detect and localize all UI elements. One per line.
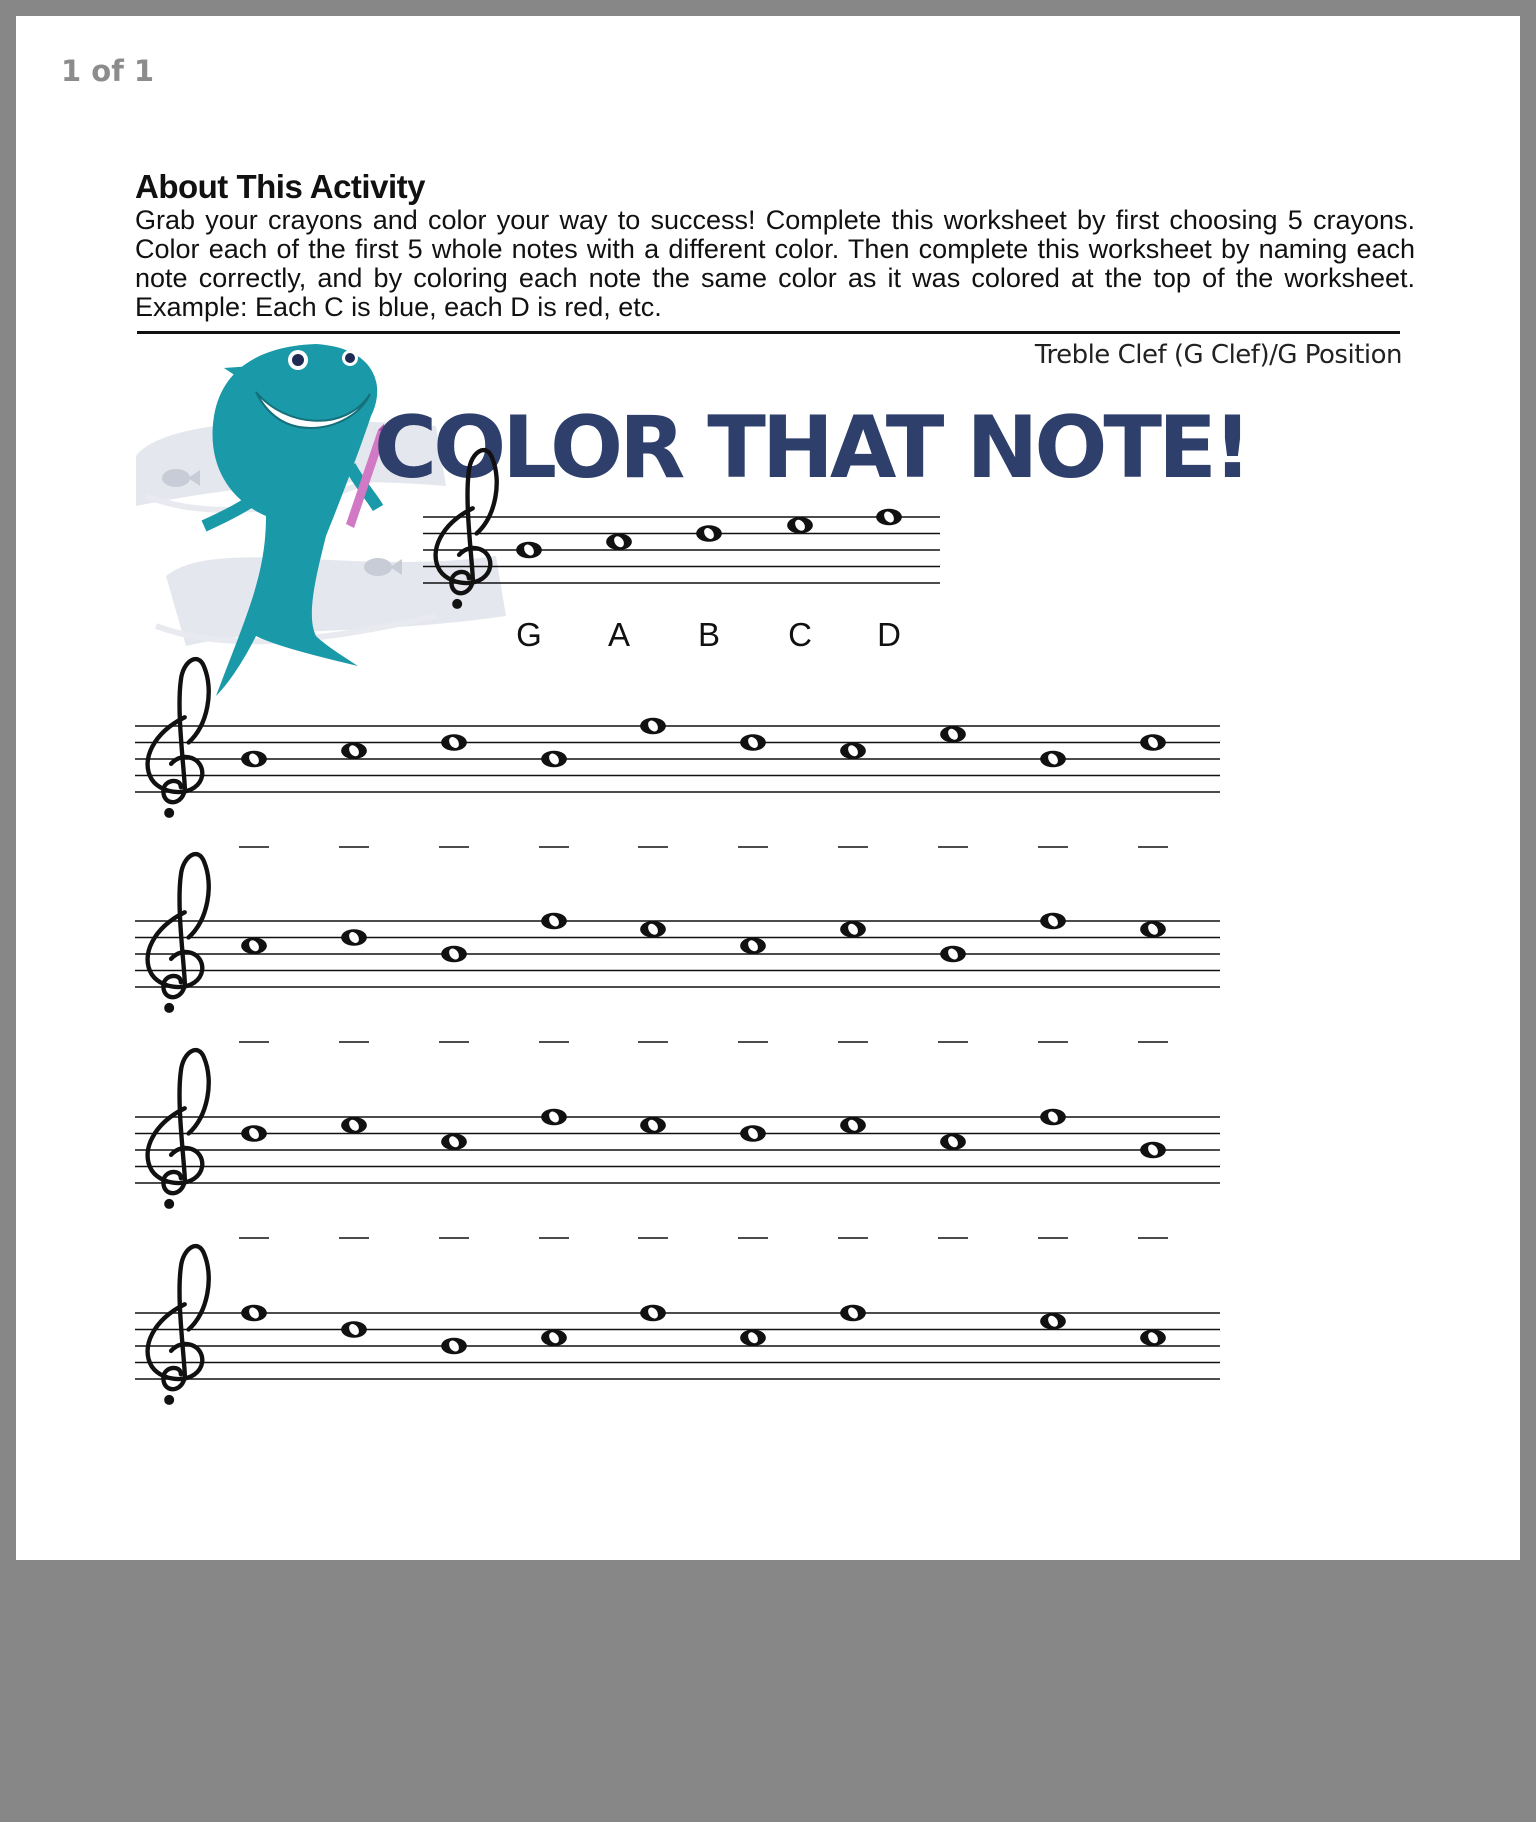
worksheet-title: COLOR THAT NOTE! <box>374 398 1249 498</box>
treble-clef-icon <box>148 659 209 802</box>
document-page <box>16 16 1520 1560</box>
whole-note <box>740 1330 766 1347</box>
whole-note <box>341 1321 367 1338</box>
treble-clef-icon <box>148 854 209 997</box>
exercise-row <box>135 1050 1220 1238</box>
page-counter: 1 of 1 <box>61 54 155 88</box>
whole-note <box>640 1305 666 1322</box>
clef-tail-dot <box>164 1003 174 1013</box>
whole-note <box>940 946 966 963</box>
about-body: Grab your crayons and color your way to success! Complete this worksheet by first choosing 5 crayons. Color each of the first 5 whole notes with a different color. Then complete this worksheet by naming each note correctly, and by coloring each note the same color as it was colored at the top of the worksheet. Example: Each C is blue, each D is red, etc. <box>135 205 1415 322</box>
clef-tail-dot <box>164 1395 174 1405</box>
key-note-label: A <box>607 616 631 653</box>
whole-note <box>1040 751 1066 768</box>
whole-note <box>606 534 632 551</box>
whole-note <box>640 1117 666 1134</box>
whole-note <box>241 938 267 955</box>
worksheet-art <box>16 16 1520 1560</box>
exercise-staves <box>135 659 1220 1405</box>
whole-note <box>840 921 866 938</box>
viewer-bottom-area <box>0 1560 1536 1822</box>
whole-note <box>1140 734 1166 751</box>
key-note-label: G <box>516 616 542 653</box>
whole-note <box>341 1117 367 1134</box>
whole-note <box>940 1134 966 1151</box>
whole-note <box>241 1125 267 1142</box>
whole-note <box>640 921 666 938</box>
whole-note <box>876 509 902 526</box>
whole-note <box>696 525 722 542</box>
treble-clef-icon <box>148 1050 209 1193</box>
whole-note <box>541 751 567 768</box>
whole-note <box>1040 913 1066 930</box>
whole-note <box>241 751 267 768</box>
key-note-label: C <box>788 616 812 653</box>
exercise-staff <box>135 659 1220 818</box>
whole-note <box>241 1305 267 1322</box>
whole-note <box>740 938 766 955</box>
exercise-row <box>135 854 1220 1042</box>
whole-note <box>541 913 567 930</box>
key-note-label: D <box>877 616 901 653</box>
whole-note <box>1140 1330 1166 1347</box>
whole-note <box>740 1125 766 1142</box>
exercise-row <box>135 1246 1220 1405</box>
clef-subtitle: Treble Clef (G Clef)/G Position <box>1034 340 1402 370</box>
clef-tail-dot <box>164 1199 174 1209</box>
whole-note <box>441 946 467 963</box>
whole-note <box>840 1305 866 1322</box>
whole-note <box>1040 1109 1066 1126</box>
whole-note <box>341 929 367 946</box>
whole-note <box>441 1338 467 1355</box>
whole-note <box>740 734 766 751</box>
whole-note <box>840 1117 866 1134</box>
about-title: About This Activity <box>135 168 425 205</box>
whole-note <box>341 743 367 760</box>
whole-note <box>516 542 542 559</box>
whole-note <box>441 734 467 751</box>
whole-note <box>1140 921 1166 938</box>
whole-note <box>1040 1313 1066 1330</box>
whole-note <box>940 726 966 743</box>
treble-clef-icon <box>148 1246 209 1389</box>
key-note-label: B <box>697 616 721 653</box>
exercise-staff <box>135 1050 1220 1209</box>
clef-tail-dot <box>452 599 462 609</box>
clef-tail-dot <box>164 808 174 818</box>
whole-note <box>541 1330 567 1347</box>
whole-note <box>640 718 666 735</box>
whole-note <box>541 1109 567 1126</box>
whole-note <box>1140 1142 1166 1159</box>
whole-note <box>787 517 813 534</box>
exercise-staff <box>135 854 1220 1013</box>
whole-note <box>840 743 866 760</box>
whole-note <box>441 1134 467 1151</box>
shark-mascot-icon <box>136 344 506 696</box>
exercise-row <box>135 659 1220 847</box>
